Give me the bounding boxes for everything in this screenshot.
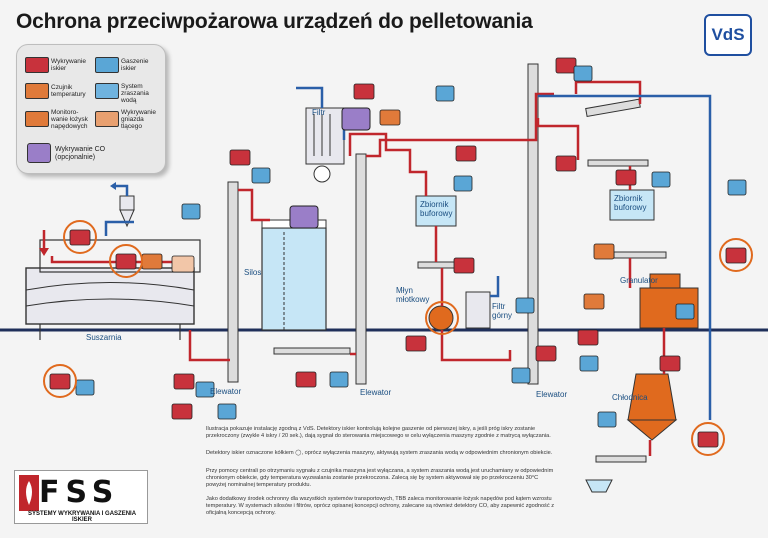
red-pipe-11: [442, 330, 510, 360]
extinguisher: [252, 168, 270, 183]
blue-pipe-3: [490, 276, 498, 296]
label-granulator: Granulator: [620, 276, 658, 285]
extinguisher: [436, 86, 454, 101]
conveyor-2: [588, 160, 648, 166]
elevator-2: [356, 154, 366, 384]
extinguisher: [512, 368, 530, 383]
extinguisher: [598, 412, 616, 427]
label-buffer-tank-1: Zbiornik buforowy: [420, 200, 453, 218]
detector: [454, 258, 474, 273]
logo-subtitle: SYSTEMY WYKRYWANIA I GASZENIA ISKIER: [27, 511, 137, 523]
detector: [616, 170, 636, 185]
label-elevator-3: Elewator: [536, 390, 568, 399]
detector: [354, 84, 374, 99]
detector: [578, 330, 598, 345]
detector: [406, 336, 426, 351]
detector: [698, 432, 718, 447]
detector: [726, 248, 746, 263]
detector: [556, 156, 576, 171]
extinguisher: [728, 180, 746, 195]
detector: [456, 146, 476, 161]
note-2: Detektory iskier oznaczone kółkiem ◯, oprócz wyłączenia maszyny, aktywują system zraszania wodą w odpowiednim chronionym obiekcie.: [206, 450, 553, 456]
detector: [556, 58, 576, 73]
legend-water-system: System zraszania wodą: [121, 83, 149, 104]
exhaust-pipe: [116, 186, 127, 196]
detector: [230, 150, 250, 165]
filter-exhaust: [296, 88, 322, 108]
page-title: Ochrona przeciwpożarowa urządzeń do pelletowania: [16, 10, 533, 33]
red-pipe-4: [538, 118, 578, 160]
label-dryer: Suszarnia: [86, 333, 122, 342]
upper-filter: [466, 292, 490, 328]
label-hammer-mill: Młyn młotkowy: [396, 286, 430, 304]
silo-body: [262, 228, 326, 330]
cyclone-cone: [120, 210, 134, 226]
temperature-sensor: [142, 254, 162, 269]
vds-badge: VdS: [704, 14, 752, 56]
legend-spark-extinguishing: Gaszenie iskier: [121, 58, 149, 72]
conveyor-4: [596, 456, 646, 462]
legend-spark-detection: Wykrywanie iskier: [51, 58, 86, 72]
detector: [70, 230, 90, 245]
temperature-sensor: [380, 110, 400, 125]
legend-bearing-monitoring: Monitoro-wanie łożysk napędowych: [51, 109, 88, 130]
extinguisher: [218, 404, 236, 419]
detector: [660, 356, 680, 371]
extinguisher: [182, 204, 200, 219]
label-filter: Filtr: [312, 108, 326, 117]
temperature-sensors: [142, 110, 614, 309]
detector: [536, 346, 556, 361]
label-elevator-2: Elewator: [360, 388, 392, 397]
note-3: Przy pomocy centrali po otrzymaniu sygnału z czujnika maszyna jest wyłączana, a system zraszania wodą jest uruchamiany w odpowiednim chronionym obiekcie, gdy temperatura wyzwalania zostanie przekroczona. Zalecą się by system aktywował się po przekroczeniu 30°C powyżej nominalnej temperatury produktu.: [206, 468, 554, 488]
extinguisher: [76, 380, 94, 395]
dryer-body: [26, 268, 194, 324]
spark-extinguishers: [76, 66, 746, 427]
flame-icon: [19, 475, 39, 511]
temperature-sensor: [594, 244, 614, 259]
label-upper-filter: Filtr górny: [492, 302, 513, 320]
hot-socket-sensor: [172, 256, 194, 272]
extinguisher: [676, 304, 694, 319]
label-elevator-1: Elewator: [210, 387, 242, 396]
legend-temperature-sensor: Czujnik temperatury: [51, 84, 86, 98]
extinguisher: [330, 372, 348, 387]
detector: [296, 372, 316, 387]
detector: [172, 404, 192, 419]
red-pipe-14: [238, 190, 270, 220]
extinguisher: [454, 176, 472, 191]
cooler-cone: [628, 420, 676, 440]
logo-word: FSS: [39, 475, 120, 510]
blue-pipe-1: [106, 222, 134, 236]
sieve: [586, 99, 641, 116]
silo-conveyor: [274, 348, 350, 354]
detector: [116, 254, 136, 269]
co-detector-silo: [290, 206, 318, 228]
conveyor-3: [614, 252, 666, 258]
detector: [50, 374, 70, 389]
cyclone-body: [120, 196, 134, 210]
output-wagon: [586, 480, 612, 492]
extinguisher: [580, 356, 598, 371]
bearing-sensor: [584, 294, 604, 309]
fss-logo: [14, 470, 148, 524]
label-silo: Silos: [244, 268, 262, 277]
detector: [174, 374, 194, 389]
filter-fan: [314, 166, 330, 182]
co-detector-filter: [342, 108, 370, 130]
legend-hot-socket-detection: Wykrywanie gniazda tlącego: [121, 109, 156, 130]
extinguisher: [574, 66, 592, 81]
legend-co-optional: (opcjonalnie): [55, 154, 96, 161]
cyclone: [110, 182, 134, 226]
red-pipe-13: [190, 330, 230, 360]
elevator-1: [228, 182, 238, 382]
label-buffer-tank-2: Zbiornik buforowy: [614, 194, 647, 212]
note-4: Jako dodatkowy środek ochronny dla wszystkich systemów transportowych, TBB zaleca monitorowanie łożysk napędów pod kątem wzrostu temperatury. W systemach silosów i filtrów, oprócz opisanej koncepcji ochrony, zalecane są również detektory CO, aby zapewnić zgodność z oficjalną koncepcją ochrony.: [206, 496, 555, 516]
note-1: Ilustracja pokazuje instalację zgodną z VdS. Detektory iskier kontrolują kolejne gaszenie od pierwszej iskry, a jeśli próg iskry zostanie przekroczony (zwykle 4 iskry / 20 sek.), dają sygnał do sterowania miejscowego w celu wyłączenia maszyny zgodnie z matrycą wyłączania.: [206, 426, 551, 439]
label-cooler: Chłodnica: [612, 393, 648, 402]
dryer-unit: [26, 240, 200, 340]
hammer-mill: [429, 306, 453, 330]
legend-co-detection: Wykrywanie CO: [55, 146, 106, 153]
extinguisher: [652, 172, 670, 187]
exhaust-arrow: [110, 182, 116, 190]
